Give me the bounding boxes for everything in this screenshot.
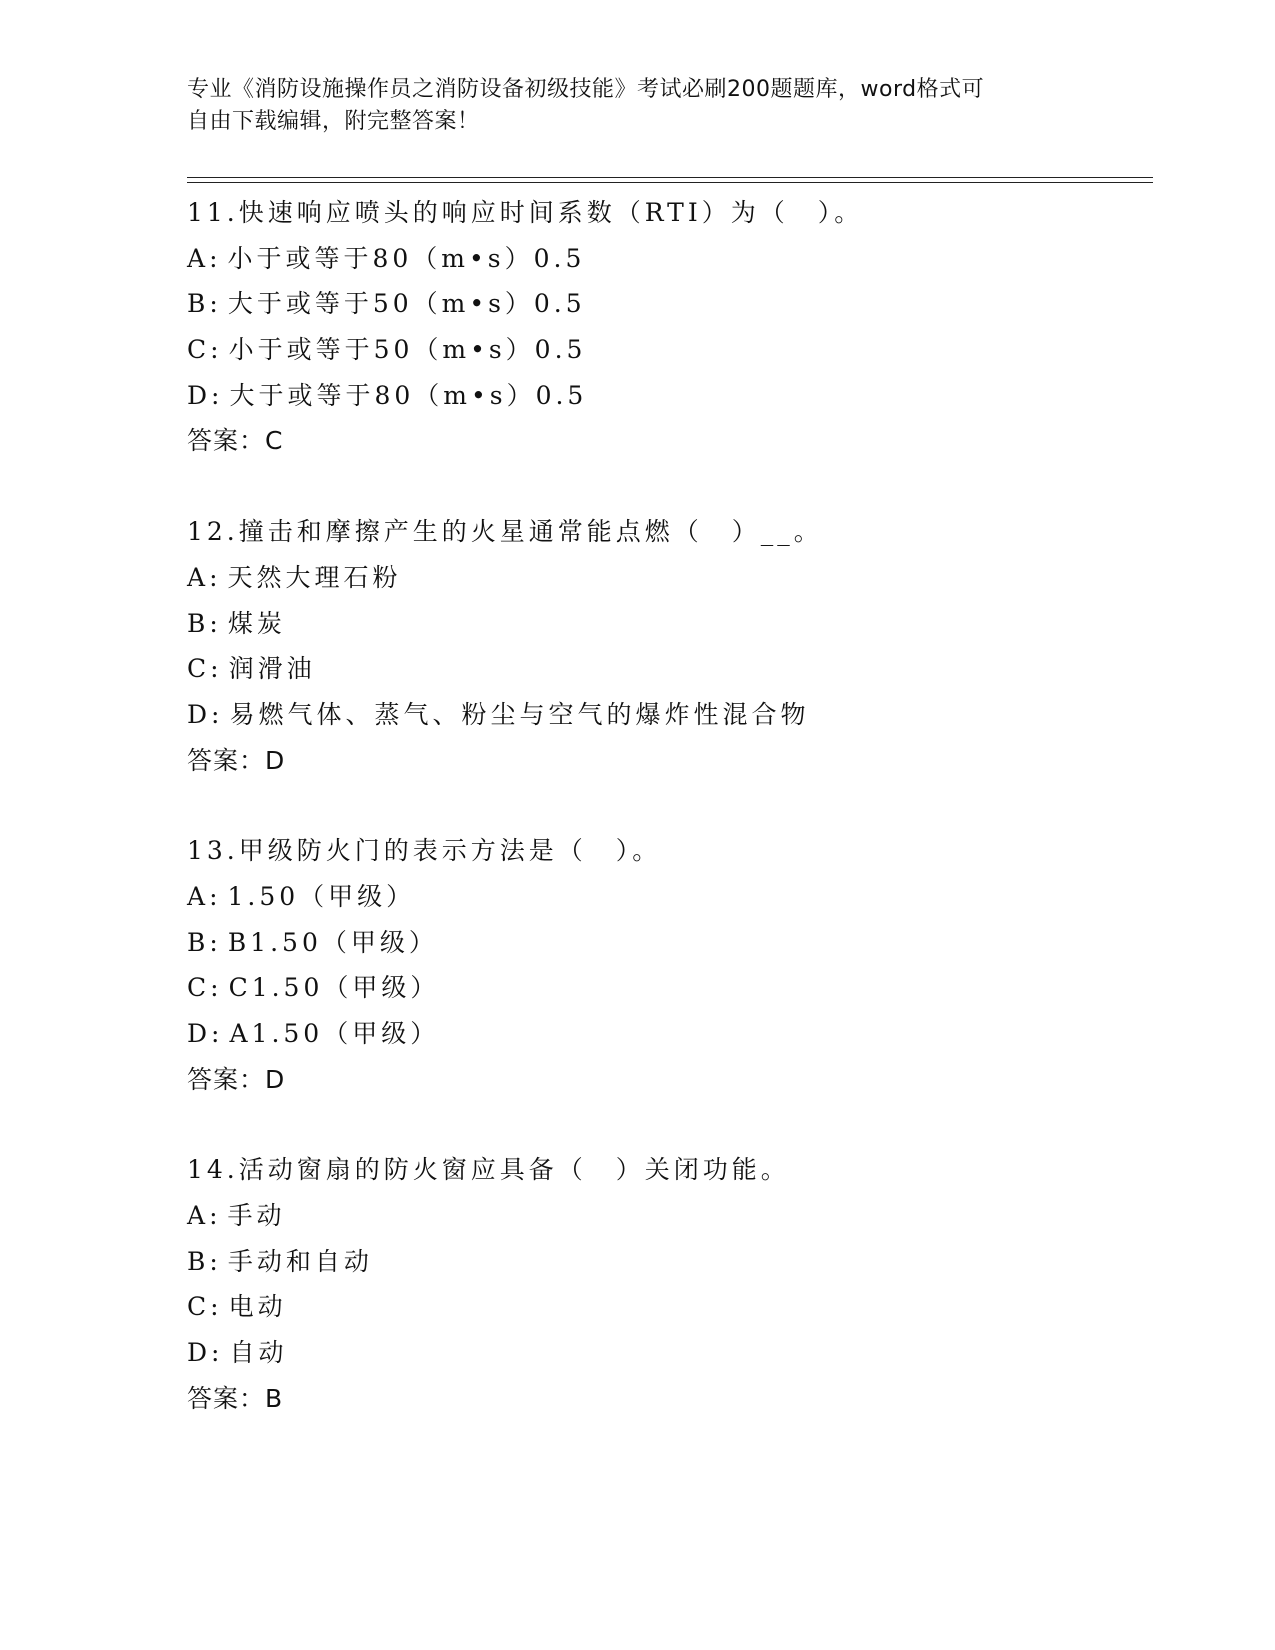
answer-option xyxy=(187,920,1147,966)
answer-option xyxy=(187,1239,1147,1285)
answer-option xyxy=(187,965,1147,1011)
option-text: 煤炭 xyxy=(227,608,286,638)
option-text: 大于或等于50（m•s）0.5 xyxy=(227,289,586,319)
answer-option xyxy=(187,1284,1147,1330)
answer-option xyxy=(187,646,1147,692)
option-separator: : xyxy=(210,1292,223,1322)
answer-option xyxy=(187,692,1147,738)
option-text: A1.50（甲级） xyxy=(229,1019,440,1048)
option-letter: C xyxy=(187,654,211,684)
question-stem: 14.活动窗扇的防火窗应具备（ ）关闭功能。 xyxy=(187,1155,790,1185)
option-text: B1.50（甲级） xyxy=(227,927,438,957)
option-letter: D xyxy=(187,699,212,729)
option-letter: A xyxy=(187,562,210,592)
answer-option xyxy=(187,1193,1147,1239)
answer-option xyxy=(187,373,1147,419)
answer-option xyxy=(187,281,1147,327)
option-text: 易燃气体、蒸气、粉尘与空气的爆炸性混合物 xyxy=(229,699,810,729)
header-line-1: 专业《消防设施操作员之消防设备初级技能》考试必刷200题题库，word格式可 xyxy=(187,77,985,102)
option-letter: A xyxy=(187,243,210,273)
option-separator: : xyxy=(210,335,223,365)
option-letter: C xyxy=(187,973,211,1003)
option-text: 小于或等于80（m•s）0.5 xyxy=(227,243,586,273)
option-letter: A xyxy=(187,1201,210,1231)
option-separator: : xyxy=(209,608,222,638)
answer-key: 答案：D xyxy=(187,745,286,775)
option-separator: : xyxy=(211,699,224,729)
answer-key: 答案：B xyxy=(187,1383,284,1413)
answer-option xyxy=(187,236,1147,282)
option-letter: B xyxy=(187,608,210,638)
option-text: 自动 xyxy=(229,1338,288,1368)
answer-option xyxy=(187,1330,1147,1376)
option-text: 1.50（甲级） xyxy=(227,881,416,911)
header-line-2: 自由下载编辑，附完整答案！ xyxy=(187,109,480,134)
question-stem: 13.甲级防火门的表示方法是（ ）。 xyxy=(187,836,662,866)
question-stem: 11.快速响应喷头的响应时间系数（RTI）为（ ）。 xyxy=(187,198,864,227)
option-letter: B xyxy=(187,289,210,319)
option-separator: : xyxy=(209,881,222,911)
option-separator: : xyxy=(210,973,223,1003)
option-letter: B xyxy=(187,927,210,957)
option-text: 润滑油 xyxy=(228,654,316,684)
option-letter: B xyxy=(187,1246,210,1276)
question-list xyxy=(187,190,1147,1467)
option-text: C1.50（甲级） xyxy=(228,973,440,1003)
option-letter: C xyxy=(187,335,211,365)
header-divider-top xyxy=(187,177,1153,178)
option-letter: C xyxy=(187,1292,211,1322)
answer-option xyxy=(187,601,1147,647)
option-letter: D xyxy=(187,1019,212,1048)
option-separator: : xyxy=(209,927,222,957)
option-text: 大于或等于80（m•s）0.5 xyxy=(229,380,588,410)
header-divider-bottom xyxy=(187,182,1153,183)
question-stem: 12.撞击和摩擦产生的火星通常能点燃（ ）__。 xyxy=(187,517,823,547)
option-text: 天然大理石粉 xyxy=(227,562,402,592)
question-block xyxy=(187,190,1147,464)
option-separator: : xyxy=(209,1246,222,1276)
answer-option xyxy=(187,555,1147,601)
answer-option xyxy=(187,1011,1147,1057)
option-separator: : xyxy=(211,1019,224,1048)
option-separator: : xyxy=(211,380,224,410)
option-separator: : xyxy=(209,562,222,592)
answer-option xyxy=(187,327,1147,373)
option-text: 电动 xyxy=(228,1292,287,1322)
option-separator: : xyxy=(210,654,223,684)
answer-key: 答案：C xyxy=(187,426,284,456)
answer-key: 答案：D xyxy=(187,1064,286,1094)
option-letter: D xyxy=(187,1338,212,1368)
document-header xyxy=(187,74,1067,138)
option-text: 手动和自动 xyxy=(227,1246,373,1276)
question-block xyxy=(187,509,1147,783)
option-separator: : xyxy=(209,1201,222,1231)
question-block xyxy=(187,1147,1147,1421)
option-letter: A xyxy=(187,881,210,911)
option-text: 手动 xyxy=(227,1201,286,1231)
option-text: 小于或等于50（m•s）0.5 xyxy=(228,335,587,365)
option-separator: : xyxy=(211,1338,224,1368)
option-letter: D xyxy=(187,380,212,410)
option-separator: : xyxy=(209,289,222,319)
option-separator: : xyxy=(209,243,222,273)
answer-option xyxy=(187,874,1147,920)
question-block xyxy=(187,828,1147,1102)
